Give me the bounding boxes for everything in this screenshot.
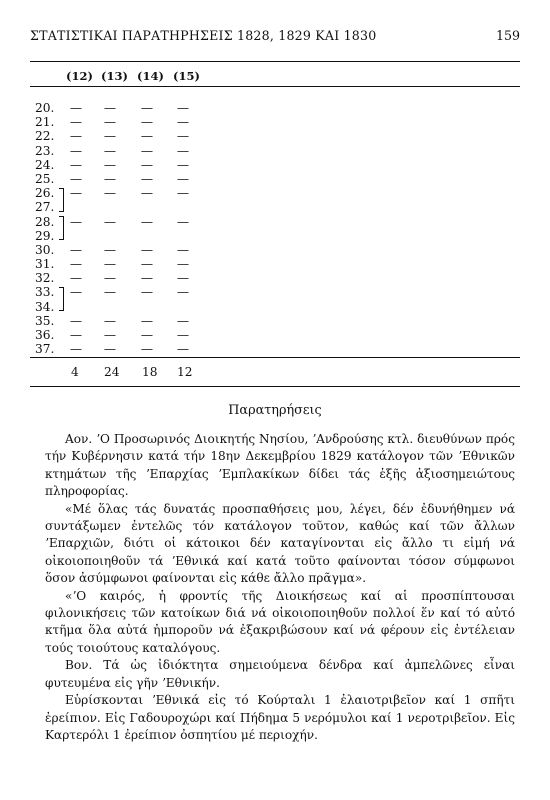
- table-cell: —: [176, 242, 190, 257]
- row-number: 32.: [35, 271, 55, 286]
- totals-rule: [30, 357, 520, 358]
- table-bottom-rule: [30, 386, 520, 387]
- table-cell: —: [69, 313, 83, 328]
- table-cell: —: [103, 171, 117, 186]
- table-cell: —: [176, 101, 190, 115]
- table-cell: —: [103, 313, 117, 328]
- header-rule-bottom: [30, 86, 520, 87]
- table-cell: —: [69, 328, 83, 342]
- brace-33-34: [59, 287, 64, 311]
- table-cell: —: [140, 157, 154, 172]
- page-number: 159: [495, 28, 520, 43]
- table-cell: —: [103, 257, 117, 272]
- running-title: ΣΤΑΤΙΣΤΙΚΑΙ ΠΑΡΑΤΗΡΗΣΕΙΣ 1828, 1829 ΚΑΙ 1830: [30, 28, 377, 43]
- column-header-14: (14): [137, 69, 164, 83]
- brace-28-29: [59, 216, 64, 240]
- table-cell: —: [176, 143, 190, 158]
- section-title: Παρατηρήσεις: [228, 403, 322, 418]
- table-cell: —: [140, 328, 154, 342]
- table-cell: —: [69, 242, 83, 257]
- table-cell: —: [140, 171, 154, 186]
- row-number: 35.: [35, 313, 55, 328]
- table-cell: —: [69, 271, 83, 286]
- table-cell: —: [140, 129, 154, 144]
- table-cell: —: [69, 214, 83, 229]
- table-cell: —: [176, 171, 190, 186]
- header-rule-top: [30, 61, 520, 62]
- row-number: 33.: [35, 285, 55, 300]
- table-cell: —: [69, 157, 83, 172]
- table-cell: —: [176, 214, 190, 229]
- paragraph: «ʼΟ καιρός, ἡ φροντίς τῆς Διοικήσεως καί αἱ προσπίπτουσαι φιλονικήσεις τῶν κατοίκων διά νά οἰκοιοποιηθοῦν πολλοί ἕν καί τό αὐτό κτῆμα ὅλα αὐτά ἠμποροῦν νά ἐξακριβώσουν καί νά φέρουν εἰς ἐντέλειαν τούς τοιούτους καταλόγους.: [45, 588, 515, 655]
- table-cell: —: [176, 313, 190, 328]
- table-cell: —: [176, 271, 190, 286]
- table-cell: —: [103, 214, 117, 229]
- column-header-15: (15): [173, 69, 200, 83]
- row-number: 29.: [35, 228, 55, 243]
- row-number: 25.: [35, 171, 55, 186]
- paragraph: Αον. ʼΟ Προσωρινός Διοικητής Νησίου, ʼΑνδρούσης κτλ. διευθύνων πρός τήν Κυβέρνησιν κατά τήν 18ην Δεκεμβρίου 1829 κατάλογον τῶν ʼΕθνικῶν κτημάτων τῆς ʼΕπαρχίας ʼΕμπλακίκων δίδει τάς ἑξῆς ἀξιοσημειώτους πληροφορίας.: [45, 432, 515, 499]
- table-cell: —: [140, 257, 154, 272]
- table-cell: —: [140, 214, 154, 229]
- table-cell: —: [176, 328, 190, 342]
- table-cell: —: [69, 171, 83, 186]
- row-number: 37.: [35, 342, 55, 357]
- table-cell: —: [176, 285, 190, 300]
- table-cell: —: [140, 313, 154, 328]
- table-cell: —: [103, 242, 117, 257]
- table-cell: —: [103, 285, 117, 300]
- row-number: 24.: [35, 157, 55, 172]
- table-cell: —: [103, 143, 117, 158]
- row-number: 36.: [35, 328, 55, 342]
- row-number: 28.: [35, 214, 55, 229]
- table-cell: —: [103, 328, 117, 342]
- table-cell: —: [140, 101, 154, 115]
- row-number: 26.: [35, 186, 55, 201]
- row-number: 23.: [35, 143, 55, 158]
- table-cell: —: [176, 342, 190, 357]
- table-cell: —: [140, 285, 154, 300]
- total-12: 4: [71, 365, 79, 379]
- row-number: 20.: [35, 101, 55, 115]
- table-cell: —: [103, 129, 117, 144]
- table-cell: —: [69, 101, 83, 115]
- table-cell: —: [69, 186, 83, 201]
- table-cell: —: [69, 342, 83, 357]
- table-cell: —: [69, 129, 83, 144]
- table-cell: —: [69, 285, 83, 300]
- paragraph: Εὑρίσκονται ʼΕθνικά εἰς τό Κούρταλι 1 ἐλαιοτριβεῖον καί 1 σπῆτι ἐρείπιον. Εἰς Γαδουροχώρι καί Πήδημα 5 νερόμυλοι καί 1 νεροτριβεῖον. Εἰς Καρτερόλι 1 ἐρείπιον ὀσπητίου μέ περιοχήν.: [45, 693, 515, 742]
- table-cell: —: [103, 115, 117, 130]
- table-cell: —: [103, 157, 117, 172]
- row-number: 22.: [35, 129, 55, 144]
- table-cell: —: [140, 186, 154, 201]
- row-number: 27.: [35, 200, 55, 215]
- row-number: 21.: [35, 115, 55, 130]
- table-cell: —: [176, 115, 190, 130]
- row-number: 30.: [35, 242, 55, 257]
- table-cell: —: [140, 271, 154, 286]
- paragraph: «Μέ ὅλας τάς δυνατάς προσπαθήσεις μου, λέγει, δέν ἐδυνήθημεν νά συντάξωμεν ἐντελῶς τόν κατάλογον τοῦτον, καθώς καί τῶν ἄλλων ʼΕπαρχιῶν, διότι οἱ κάτοικοι δέν καταγίνονται εἰς ἄλλο τι εἰμή νά οἰκοιοποιηθοῦν τά ʼΕθνικά καί κατά τοῦτο φαίνονται τόσον σύμφωνοι ὅσον ἀσύμφωνοι φαίνονται εἰς κάθε ἄλλο πρᾶγμα».: [45, 501, 515, 586]
- paragraph: Βον. Τά ὡς ἰδιόκτητα σημειούμενα δένδρα καί ἀμπελῶνες εἶναι φυτευμένα εἰς γῆν ʼΕθνικήν.: [45, 658, 515, 690]
- page-header: [30, 28, 520, 50]
- brace-26-27: [59, 188, 64, 212]
- total-15: 12: [177, 365, 193, 379]
- table-cell: —: [140, 115, 154, 130]
- table-cell: —: [103, 342, 117, 357]
- total-13: 24: [104, 365, 120, 379]
- table-cell: —: [69, 143, 83, 158]
- table-cell: —: [103, 186, 117, 201]
- column-header-13: (13): [101, 69, 128, 83]
- table-cell: —: [69, 115, 83, 130]
- table-cell: —: [176, 257, 190, 272]
- column-header-12: (12): [66, 69, 93, 83]
- table-cell: —: [103, 271, 117, 286]
- table-cell: —: [69, 257, 83, 272]
- row-number: 31.: [35, 257, 55, 272]
- table-cell: —: [176, 129, 190, 144]
- row-number: 34.: [35, 299, 55, 314]
- table-cell: —: [140, 143, 154, 158]
- table-cell: —: [103, 101, 117, 115]
- table-cell: —: [176, 157, 190, 172]
- table-cell: —: [176, 186, 190, 201]
- observations-text: [45, 431, 515, 744]
- table-cell: —: [140, 342, 154, 357]
- table-cell: —: [140, 242, 154, 257]
- total-14: 18: [142, 365, 158, 379]
